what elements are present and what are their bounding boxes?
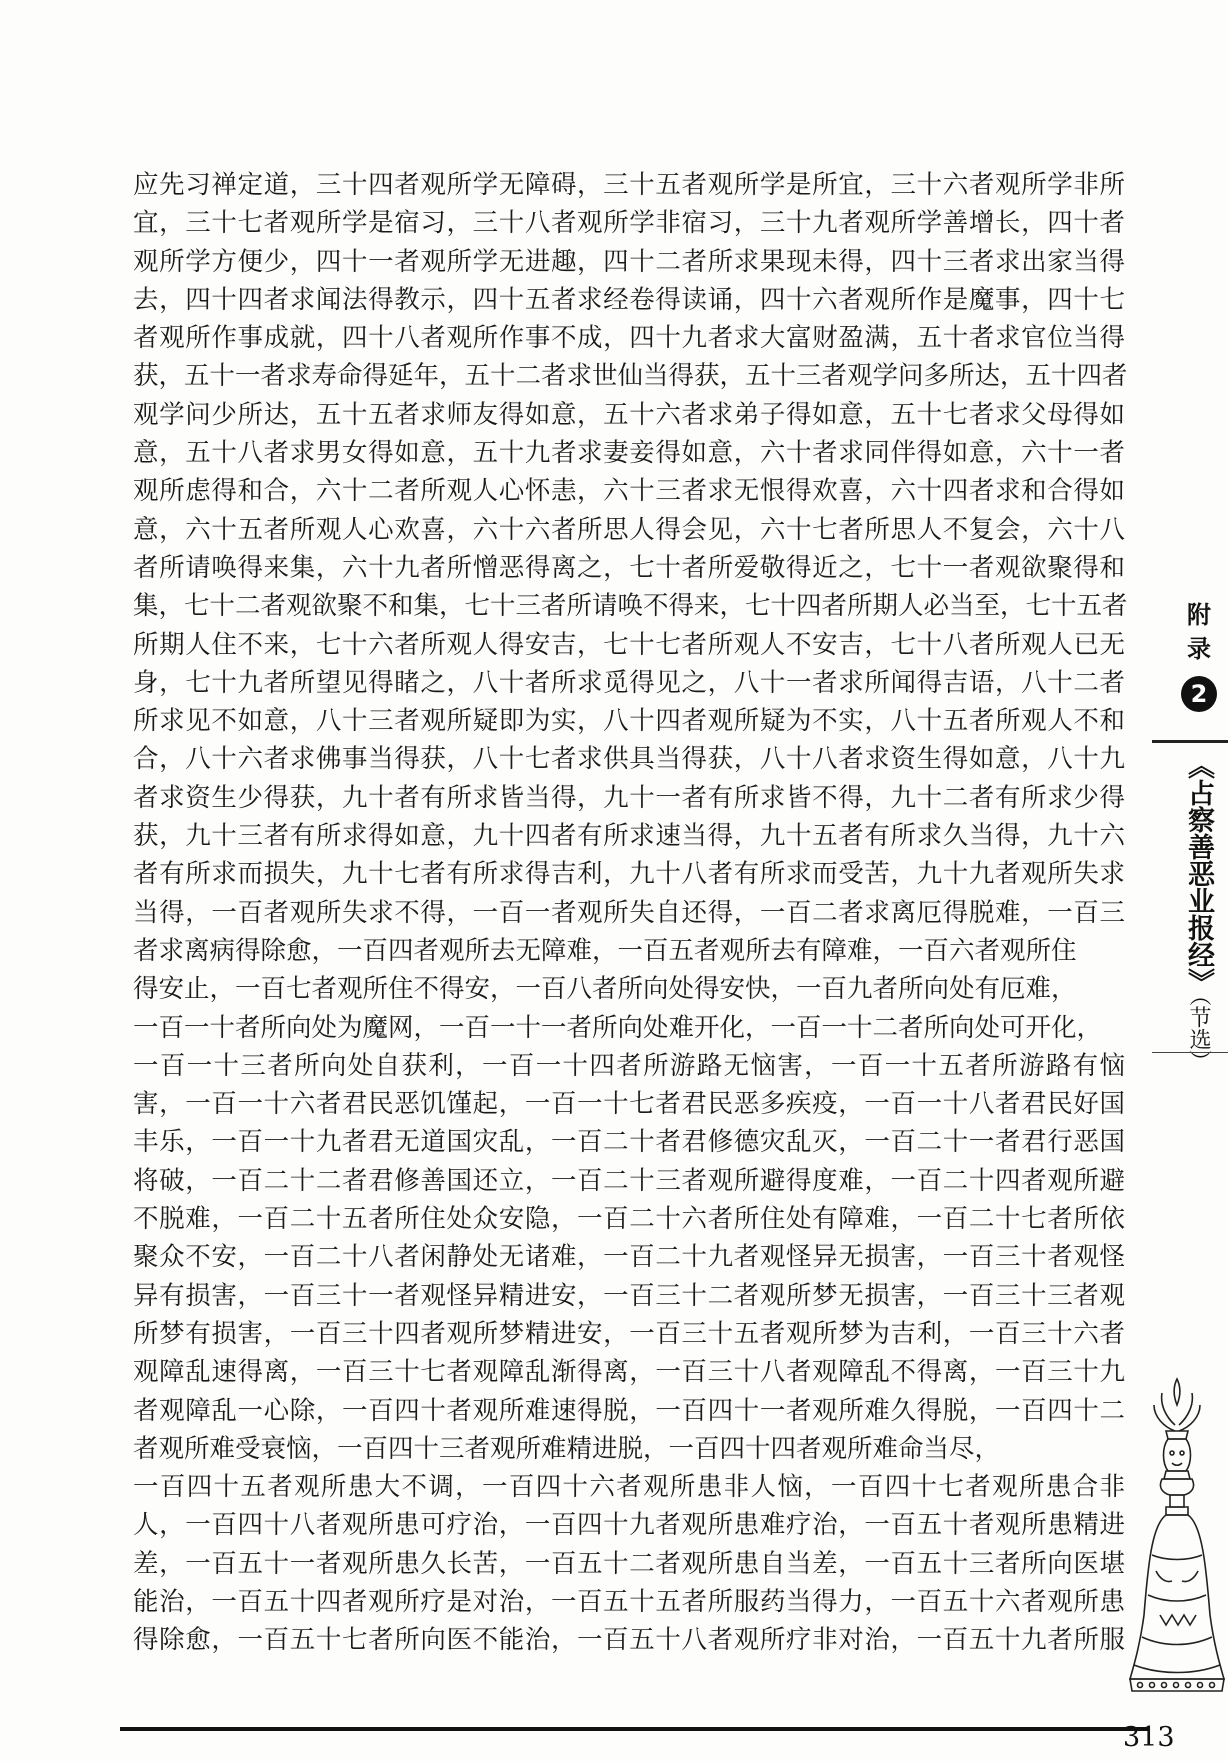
text-line: 差，一百五十一者观所患久长苦，一百五十二者观所患自当差，一百五十三者所向医堪 — [133, 1548, 1125, 1579]
text-line: 合，八十六者求佛事当得获，八十七者求供具当得获，八十八者求资生得如意，八十九 — [133, 744, 1125, 775]
text-line: 身，七十九者所望见得睹之，八十者所求觅得见之，八十一者求所闻得吉语，八十二者 — [133, 667, 1125, 698]
text-line: 者所请唤得来集，六十九者所憎恶得离之，七十者所爱敬得近之，七十一者观欲聚得和 — [133, 552, 1125, 583]
text-line: 集，七十二者观欲聚不和集，七十三者所请唤不得来，七十四者所期人必当至，七十五者 — [133, 591, 1128, 622]
text-line: 观所虑得和合，六十二者所观人心怀恚，六十三者求无恨得欢喜，六十四者求和合得如 — [133, 476, 1125, 507]
text-line: 当得，一百者观所失求不得，一百一者观所失自还得，一百二者求离厄得脱难，一百三 — [133, 897, 1125, 928]
text-line: 者求离病得除愈，一百四者观所去无障难，一百五者观所去有障难，一百六者观所住 — [133, 935, 1077, 966]
footer-rule — [120, 1727, 1148, 1731]
text-line: 一百四十五者观所患大不调，一百四十六者观所患非人恼，一百四十七者观所患合非 — [133, 1472, 1125, 1503]
text-line: 人，一百四十八者观所患可疗治，一百四十九者观所患难疗治，一百五十者观所患精进 — [133, 1510, 1125, 1541]
text-line: 观学问少所达，五十五者求师友得如意，五十六者求弟子得如意，五十七者求父母得如 — [133, 399, 1125, 430]
side-tab — [1170, 598, 1228, 712]
tab-title-main: 《占察善恶业报经》 — [1183, 752, 1214, 995]
text-line: 害，一百一十六者君民恶饥馑起，一百一十七者君民恶多疾疫，一百一十八者君民好国 — [133, 1089, 1125, 1120]
text-line: 丰乐，一百一十九者君无道国灾乱，一百二十者君修德灾乱灭，一百二十一者君行恶国 — [133, 1127, 1125, 1158]
appendix-number-badge: 2 — [1181, 676, 1217, 712]
tab-rule-top — [1152, 740, 1228, 743]
text-line: 得除愈，一百五十七者所向医不能治，一百五十八者观所疗非对治，一百五十九者所服 — [133, 1625, 1125, 1656]
text-line: 去，四十四者求闻法得教示，四十五者求经卷得读诵，四十六者观所作是魔事，四十七 — [133, 284, 1125, 315]
page-number: 313 — [1123, 1722, 1175, 1753]
text-line: 获，九十三者有所求得如意，九十四者有所求速当得，九十五者有所求久当得，九十六 — [133, 821, 1125, 852]
text-line: 异有损害，一百三十一者观怪异精进安，一百三十二者观所梦无损害，一百三十三者观 — [133, 1280, 1125, 1311]
text-line: 者观所作事成就，四十八者观所作事不成，四十九者求大富财盈满，五十者求官位当得 — [133, 323, 1125, 354]
vajra-bell-icon — [1126, 1375, 1228, 1715]
text-line: 者观障乱一心除，一百四十者观所难速得脱，一百四十一者观所难久得脱，一百四十二 — [133, 1395, 1125, 1426]
text-line: 意，六十五者所观人心欢喜，六十六者所思人得会见，六十七者所思人不复会，六十八 — [133, 514, 1125, 545]
tab-heading-lu: 录 — [1187, 635, 1211, 663]
text-line: 者求资生少得获，九十者有所求皆当得，九十一者有所求皆不得，九十二者有所求少得 — [133, 782, 1125, 813]
text-line: 宜，三十七者观所学是宿习，三十八者观所学非宿习，三十九者观所学善增长，四十者 — [133, 208, 1125, 239]
tab-heading-fu: 附 — [1187, 601, 1211, 629]
body-text — [133, 166, 1128, 1660]
tab-rule-bottom — [1152, 1052, 1228, 1053]
text-line: 所期人住不来，七十六者所观人得安吉，七十七者所观人不安吉，七十八者所观人已无 — [133, 629, 1125, 660]
tab-title-suffix: （节选） — [1186, 995, 1211, 1072]
text-line: 一百一十三者所向处自获利，一百一十四者所游路无恼害，一百一十五者所游路有恼 — [133, 1050, 1125, 1081]
tab-vertical-title — [1176, 752, 1220, 1072]
text-line: 将破，一百二十二者君修善国还立，一百二十三者观所避得度难，一百二十四者观所避 — [133, 1165, 1125, 1196]
text-line: 聚众不安，一百二十八者闲静处无诸难，一百二十九者观怪异无损害，一百三十者观怪 — [133, 1242, 1125, 1273]
text-line: 一百一十者所向处为魔网，一百一十一者所向处难开化，一百一十二者所向处可开化， — [133, 1012, 1103, 1043]
text-line: 观所学方便少，四十一者观所学无进趣，四十二者所求果现未得，四十三者求出家当得 — [133, 246, 1125, 277]
text-line: 观障乱速得离，一百三十七者观障乱渐得离，一百三十八者观障乱不得离，一百三十九 — [133, 1357, 1125, 1388]
text-line: 者有所求而损失，九十七者有所求得吉利，九十八者有所求而受苦，九十九者观所失求 — [133, 859, 1125, 890]
text-line: 不脱难，一百二十五者所住处众安隐，一百二十六者所住处有障难，一百二十七者所依 — [133, 1204, 1125, 1235]
text-line: 获，五十一者求寿命得延年，五十二者求世仙当得获，五十三者观学问多所达，五十四者 — [133, 361, 1128, 392]
text-line: 得安止，一百七者观所住不得安，一百八者所向处得安快，一百九者所向处有厄难， — [133, 974, 1077, 1005]
text-line: 意，五十八者求男女得如意，五十九者求妻妾得如意，六十者求同伴得如意，六十一者 — [133, 438, 1125, 469]
text-line: 能治，一百五十四者观所疗是对治，一百五十五者所服药当得力，一百五十六者观所患 — [133, 1586, 1125, 1617]
text-line: 应先习禅定道，三十四者观所学无障碍，三十五者观所学是所宜，三十六者观所学非所 — [133, 170, 1125, 200]
text-line: 者观所难受衰恼，一百四十三者观所难精进脱，一百四十四者观所难命当尽， — [133, 1433, 1001, 1464]
text-line: 所梦有损害，一百三十四者观所梦精进安，一百三十五者观所梦为吉利，一百三十六者 — [133, 1318, 1125, 1349]
text-line: 所求见不如意，八十三者观所疑即为实，八十四者观所疑为不实，八十五者所观人不和 — [133, 706, 1125, 737]
